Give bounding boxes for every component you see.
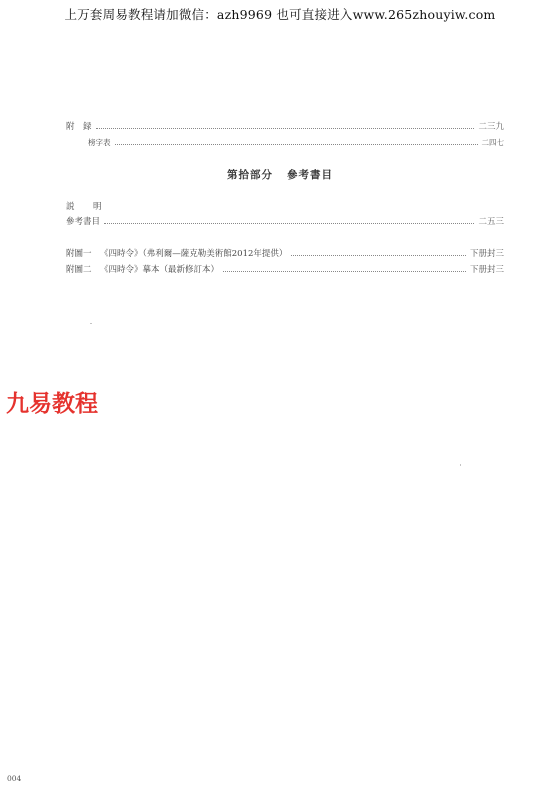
toc-entry-page: 二四七 xyxy=(481,138,504,147)
leader-dots xyxy=(96,121,475,129)
toc-entry-figure-1 xyxy=(66,247,504,261)
page-number: 004 xyxy=(7,774,22,783)
toc-entry-bibliography xyxy=(66,215,504,229)
leader-dots xyxy=(115,137,478,145)
toc-entry-figure-2 xyxy=(66,263,504,277)
toc-entry-label: 附 録 xyxy=(66,122,92,132)
toc-entry-label: 榜字表 xyxy=(88,138,111,147)
toc-entry-character-table xyxy=(88,137,504,151)
toc-entry-page: 二三九 xyxy=(478,122,504,132)
figure-title: 《四時令》（弗利爾—薩克勒美術館2012年提供） xyxy=(100,249,288,259)
watermark-banner: 上万套周易教程请加微信：azh9969 也可直接进入www.265zhouyiw.com xyxy=(64,7,496,22)
toc-entry-page: 二五三 xyxy=(478,217,504,227)
toc-entry-label: 説 明 xyxy=(66,202,107,212)
figure-id: 附圖一 xyxy=(66,249,92,259)
leader-dots xyxy=(104,216,474,224)
toc-entry-page: 下册封三 xyxy=(469,265,504,275)
toc-entry-explanation xyxy=(66,200,504,214)
toc-entry-label: 參考書目 xyxy=(66,217,101,227)
scan-speck xyxy=(90,323,92,324)
figure-title: 《四時令》摹本（最新修訂本） xyxy=(100,265,220,275)
section-heading xyxy=(0,167,560,182)
toc-entry-page: 下册封三 xyxy=(469,249,504,259)
toc-entry-label xyxy=(66,247,287,259)
toc-entry-label xyxy=(66,263,219,275)
section-name: 參考書目 xyxy=(287,169,333,181)
figure-id: 附圖二 xyxy=(66,265,92,275)
leader-dots xyxy=(223,264,466,272)
toc-entry-appendix xyxy=(66,120,504,134)
scan-speck xyxy=(460,464,461,466)
watermark-logo: 九易教程 xyxy=(6,391,98,417)
section-part: 第拾部分 xyxy=(227,169,273,181)
leader-dots xyxy=(291,248,466,256)
